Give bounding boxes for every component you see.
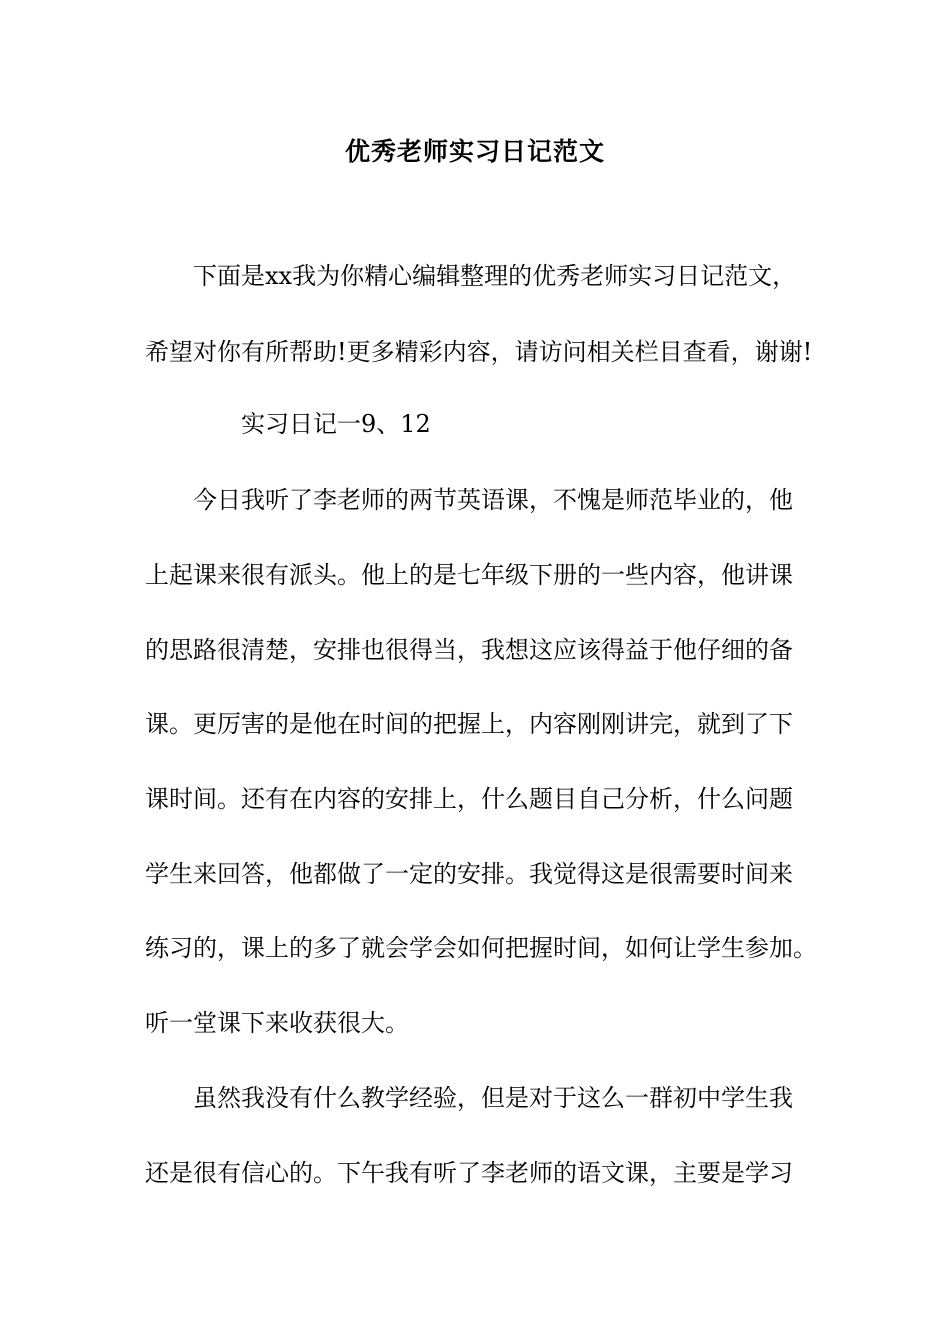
- paragraph-line: 上起课来很有派头。他上的是七年级下册的一些内容，他讲课: [145, 561, 793, 589]
- paragraph-line: 还是很有信心的。下午我有听了李老师的语文课，主要是学习: [145, 1159, 793, 1187]
- paragraph-line: 课。更厉害的是他在时间的把握上，内容刚刚讲完，就到了下: [145, 710, 793, 738]
- paragraph-line: 练习的，课上的多了就会学会如何把握时间，如何让学生参加。: [145, 934, 817, 962]
- paragraph-line: 课时间。还有在内容的安排上，什么题目自己分析，什么问题: [145, 785, 793, 813]
- paragraph-line: 今日我听了李老师的两节英语课，不愧是师范毕业的，他: [193, 486, 793, 514]
- document-title: 优秀老师实习日记范文: [344, 137, 605, 166]
- paragraph-line: 下面是xx我为你精心编辑整理的优秀老师实习日记范文，: [193, 262, 797, 290]
- paragraph-line: 虽然我没有什么教学经验，但是对于这么一群初中学生我: [193, 1084, 793, 1112]
- paragraph-line: 的思路很清楚，安排也很得当，我想这应该得益于他仔细的备: [145, 636, 793, 664]
- paragraph-line: 学生来回答，他都做了一定的安排。我觉得这是很需要时间来: [145, 860, 793, 888]
- diary-heading: 实习日记一9、12: [241, 410, 431, 438]
- paragraph-line: 希望对你有所帮助!更多精彩内容，请访问相关栏目查看，谢谢!: [145, 338, 813, 366]
- paragraph-line: 听一堂课下来收获很大。: [145, 1009, 409, 1037]
